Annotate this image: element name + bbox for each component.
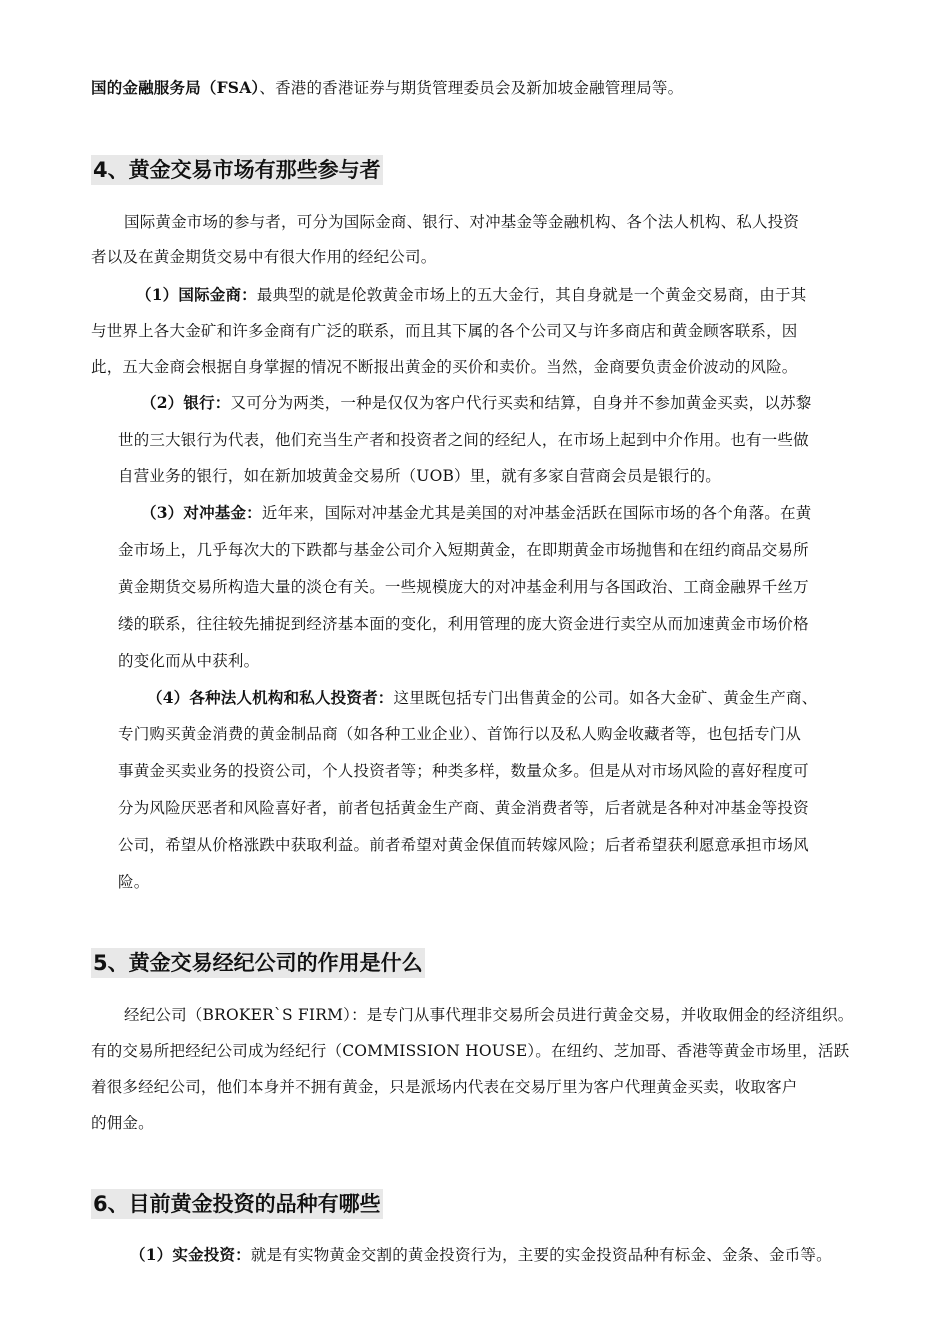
investment-item-1-label: （1）实金投资： xyxy=(130,1245,251,1264)
participant-item-3-line: 金市场上，几乎每次大的下跌都与基金公司介入短期黄金，在即期黄金市场抛售和在纽约商品交易所 xyxy=(118,541,809,559)
participant-item-3-line: 的变化而从中获利。 xyxy=(118,652,260,670)
investment-item-1-text: 就是有实物黄金交割的黄金投资行为，主要的实金投资品种有标金、金条、金币等。 xyxy=(250,1246,832,1264)
section-4-intro-line: 国际黄金市场的参与者，可分为国际金商、银行、对冲基金等金融机构、各个法人机构、私人投资 xyxy=(124,213,800,231)
participant-item-4 xyxy=(147,688,817,708)
participant-item-2-line: 世的三大银行为代表，他们充当生产者和投资者之间的经纪人，在市场上起到中介作用。也有一些做 xyxy=(118,431,809,449)
section-6-heading: 6、目前黄金投资的品种有哪些 xyxy=(91,1189,383,1219)
participant-item-3 xyxy=(141,503,811,523)
participant-item-4-line: 分为风险厌恶者和风险喜好者，前者包括黄金生产商、黄金消费者等，后者就是各种对冲基金等投资 xyxy=(118,799,809,817)
intro-bold-text: 国的金融服务局（FSA） xyxy=(91,78,260,97)
participant-item-1-line: 与世界上各大金矿和许多金商有广泛的联系，而且其下属的各个公司又与许多商店和黄金顾客联系，因 xyxy=(91,322,798,340)
participant-item-2 xyxy=(141,393,811,413)
investment-item-1 xyxy=(130,1245,832,1265)
participant-item-4-line: 专门购买黄金消费的黄金制品商（如各种工业企业）、首饰行以及私人购金收藏者等，也包括专门从 xyxy=(118,725,802,743)
participant-item-1 xyxy=(136,285,806,305)
participant-item-1-text: 最典型的就是伦敦黄金市场上的五大金行，其自身就是一个黄金交易商，由于其 xyxy=(256,286,807,304)
participant-item-3-line: 缕的联系，往往较先捕捉到经济基本面的变化，利用管理的庞大资金进行卖空从而加速黄金市场价格 xyxy=(118,615,809,633)
section-4-intro-line: 者以及在黄金期货交易中有很大作用的经纪公司。 xyxy=(91,248,437,266)
participant-item-1-line: 此，五大金商会根据自身掌握的情况不断报出黄金的买价和卖价。当然，金商要负责金价波动的风险。 xyxy=(91,358,798,376)
section-5-line: 经纪公司（BROKER`S FIRM）：是专门从事代理非交易所会员进行黄金交易，并收取佣金的经济组织。 xyxy=(124,1006,854,1024)
participant-item-3-label: （3）对冲基金： xyxy=(141,503,262,522)
section-4-heading: 4、黄金交易市场有那些参与者 xyxy=(91,155,383,185)
participant-item-2-label: （2）银行： xyxy=(141,393,231,412)
intro-line xyxy=(91,78,683,98)
participant-item-4-text: 这里既包括专门出售黄金的公司。如各大金矿、黄金生产商、 xyxy=(393,689,818,707)
participant-item-3-line: 黄金期货交易所构造大量的淡仓有关。一些规模庞大的对冲基金利用与各国政治、工商金融界千丝万 xyxy=(118,578,809,596)
participant-item-4-line: 事黄金买卖业务的投资公司，个人投资者等；种类多样，数量众多。但是从对市场风险的喜好程度可 xyxy=(118,762,809,780)
section-5-heading: 5、黄金交易经纪公司的作用是什么 xyxy=(91,948,425,978)
section-5-line: 有的交易所把经纪公司成为经纪行（COMMISSION HOUSE）。在纽约、芝加哥、香港等黄金市场里，活跃 xyxy=(91,1042,850,1060)
participant-item-1-label: （1）国际金商： xyxy=(136,285,257,304)
intro-rest-text: 、香港的香港证券与期货管理委员会及新加坡金融管理局等。 xyxy=(259,79,684,97)
participant-item-4-line: 公司，希望从价格涨跌中获取利益。前者希望对黄金保值而转嫁风险；后者希望获利愿意承担市场风 xyxy=(118,836,809,854)
section-5-line: 的佣金。 xyxy=(91,1114,154,1132)
participant-item-2-line: 自营业务的银行，如在新加坡黄金交易所（UOB）里，就有多家自营商会员是银行的。 xyxy=(118,467,721,485)
participant-item-2-text: 又可分为两类，一种是仅仅为客户代行买卖和结算，自身并不参加黄金买卖，以苏黎 xyxy=(230,394,812,412)
participant-item-3-text: 近年来，国际对冲基金尤其是美国的对冲基金活跃在国际市场的各个角落。在黄 xyxy=(261,504,812,522)
participant-item-4-label: （4）各种法人机构和私人投资者： xyxy=(147,688,394,707)
section-5-line: 着很多经纪公司，他们本身并不拥有黄金，只是派场内代表在交易厅里为客户代理黄金买卖，收取客户 xyxy=(91,1078,798,1096)
participant-item-4-line: 险。 xyxy=(118,873,150,891)
